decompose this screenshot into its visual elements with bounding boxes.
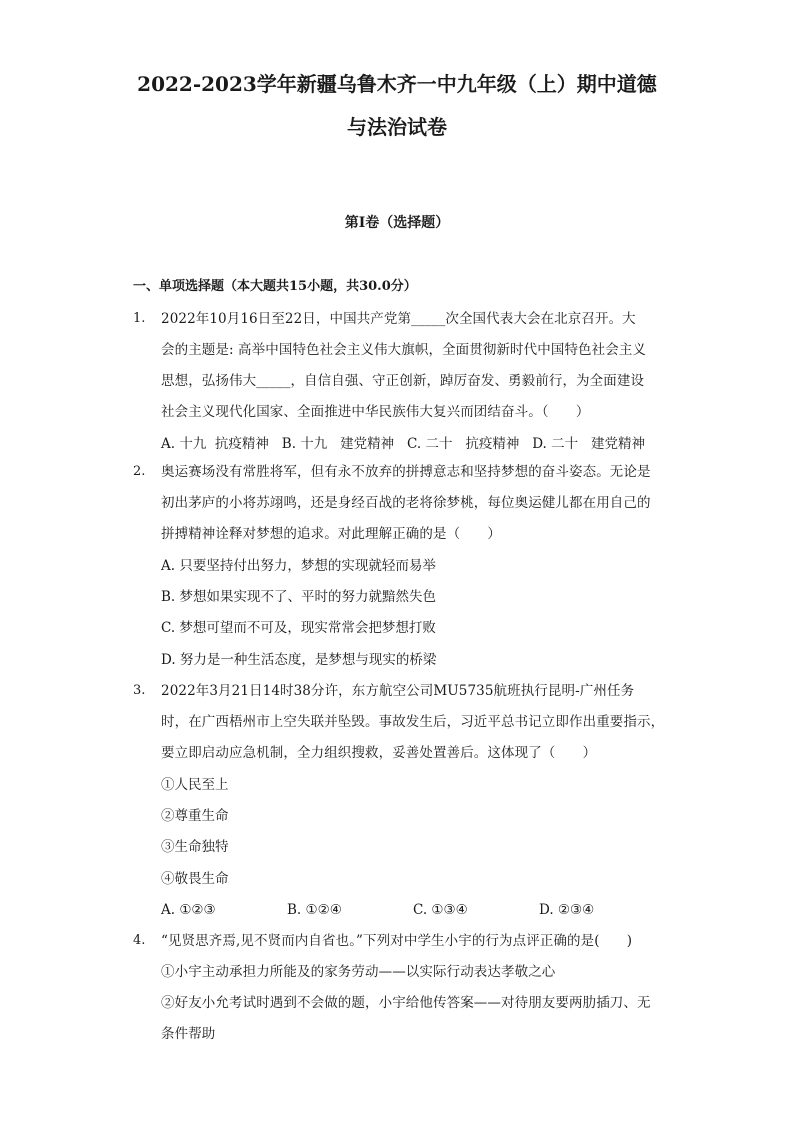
question-text-line: ②好友小允考试时遇到不会做的题，小宇给他传答案——对待朋友要两肋插刀、无 <box>161 995 651 1011</box>
answer-option-d: D. 努力是一种生活态度，是梦想与现实的桥梁 <box>161 652 437 668</box>
question-number: 1. <box>133 311 146 326</box>
answer-option-c: C. ①③④ <box>413 902 468 918</box>
question-text-line: 要立即启动应急机制，全力组织搜救，妥善处置善后。这体现了（ ） <box>161 745 597 761</box>
question-text-line: 社会主义现代化国家、全面推进中华民族伟大复兴而团结奋斗。（ ） <box>161 404 590 420</box>
exam-title-line-2: 与法治试卷 <box>347 115 447 139</box>
answer-options: A. 十九 抗疫精神 B. 十九 建党精神 C. 二十 抗疫精神 D. 二十 建党精神 <box>161 436 646 452</box>
answer-option-a: A. 只要坚持付出努力，梦想的实现就轻而易举 <box>161 558 436 574</box>
question-text-line: 2022年3月21日14时38分许，东方航空公司MU5735航班执行昆明-广州任务 <box>161 683 635 699</box>
question-text-line: 思想，弘扬伟大_____，自信自强、守正创新，踔厉奋发、勇毅前行，为全面建设 <box>161 373 645 389</box>
statement-item-4: ④敬畏生命 <box>161 871 229 887</box>
answer-option-a: A. ①②③ <box>161 902 216 918</box>
answer-options-grid <box>161 902 661 918</box>
question-text-line: “见贤思齐焉,见不贤而内自省也。”下列对中学生小宇的行为点评正确的是( ) <box>161 933 633 949</box>
answer-option-d: D. ②③④ <box>539 902 595 918</box>
question-number: 2. <box>133 464 146 479</box>
statement-item-3: ③生命独特 <box>161 839 229 855</box>
answer-option-c: C. 梦想可望而不可及，现实常常会把梦想打败 <box>161 620 436 636</box>
volume-title: 第I卷（选择题） <box>344 215 450 231</box>
question-text-line: 会的主题是: 高举中国特色社会主义伟大旗帜，全面贯彻新时代中国特色社会主义 <box>161 342 647 358</box>
question-number: 3. <box>133 683 146 698</box>
exam-title-line-1: 2022-2023学年新疆乌鲁木齐一中九年级（上）期中道德 <box>137 72 657 96</box>
question-text-line: 拼搏精神诠释对梦想的追求。对此理解正确的是（ ） <box>161 526 501 542</box>
answer-option-b: B. ①②④ <box>287 902 342 918</box>
question-text-line: ①小宇主动承担力所能及的家务劳动——以实际行动表达孝敬之心 <box>161 964 556 980</box>
answer-option-b: B. 梦想如果实现不了、平时的努力就黯然失色 <box>161 589 437 605</box>
statement-item-1: ①人民至上 <box>161 777 229 793</box>
question-text-line: 时，在广西梧州市上空失联并坠毁。事故发生后，习近平总书记立即作出重要指示， <box>161 714 665 730</box>
statement-item-2: ②尊重生命 <box>161 808 229 824</box>
question-text-line: 初出茅庐的小将苏翊鸣，还是身经百战的老将徐梦桃，每位奥运健儿都在用自己的 <box>161 495 651 511</box>
question-text-line: 条件帮助 <box>161 1026 216 1042</box>
question-text-line: 奥运赛场没有常胜将军，但有永不放弃的拼搏意志和坚持梦想的奋斗姿态。无论是 <box>161 464 651 480</box>
question-number: 4. <box>133 933 146 948</box>
question-text-line: 2022年10月16日至22日，中国共产党第_____次全国代表大会在北京召开。大 <box>161 311 636 327</box>
section-heading: 一、单项选择题（本大题共15小题，共30.0分） <box>133 279 417 294</box>
